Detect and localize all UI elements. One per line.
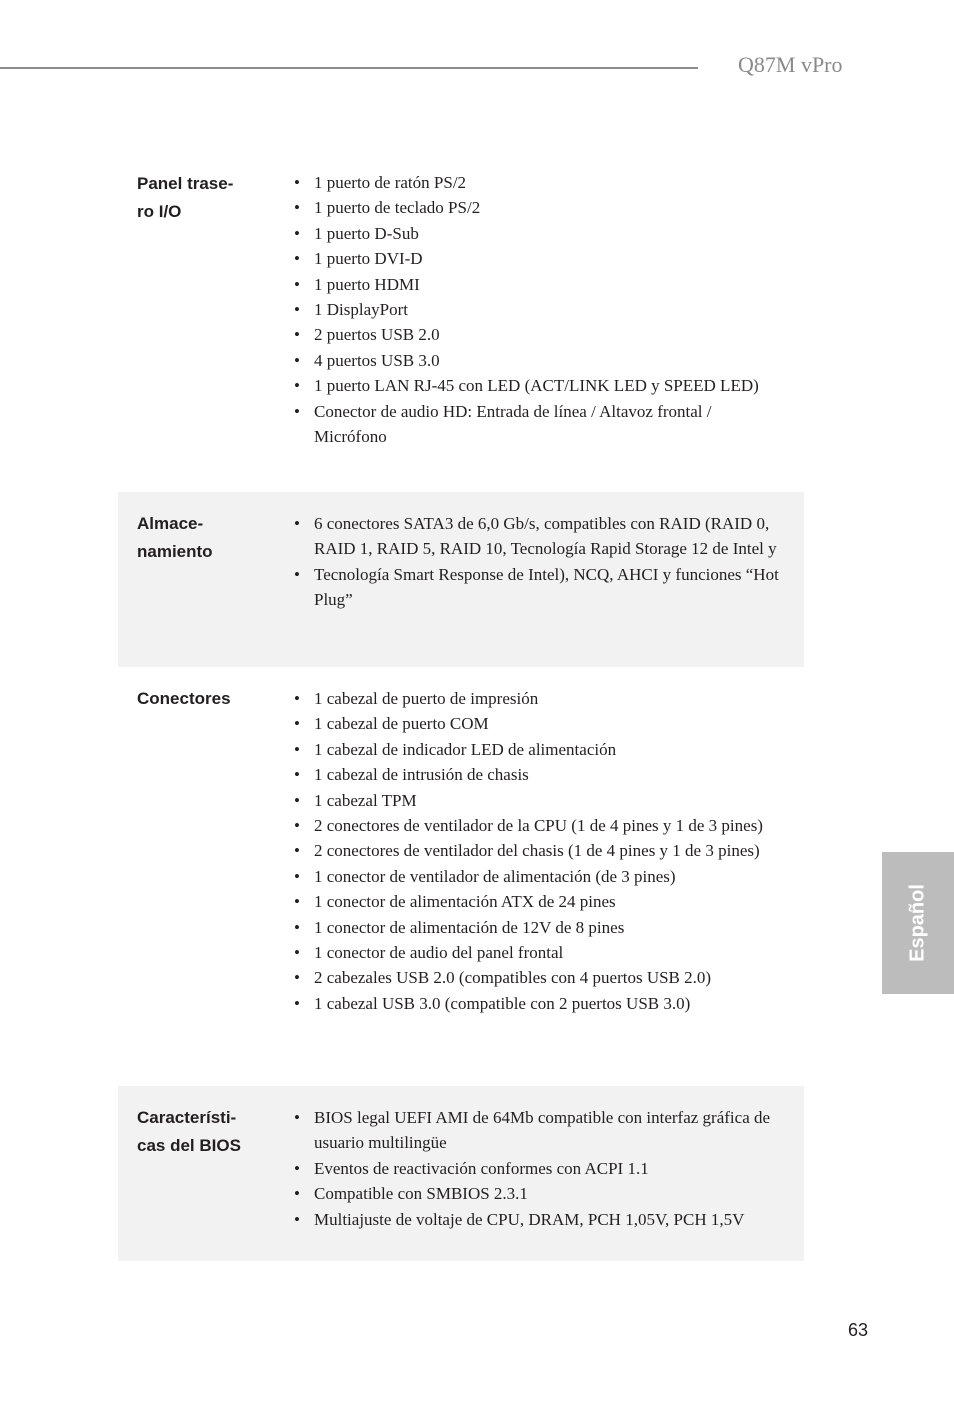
bullet-icon: •	[294, 1209, 300, 1229]
bullet-icon: •	[294, 401, 300, 421]
section-label-line: Conectores	[137, 689, 231, 708]
list-item: • BIOS legal UEFI AMI de 64Mb compatible con interfaz gráfica de usuario multilingüe	[294, 1105, 784, 1156]
bullet-icon: •	[294, 892, 300, 912]
list-item: • 1 DisplayPort	[294, 297, 784, 322]
bullet-icon: •	[294, 300, 300, 320]
list-item: • 1 puerto de ratón PS/2	[294, 170, 784, 195]
model-name: Q87M vPro	[738, 52, 843, 77]
list-item: • 2 conectores de ventilador de la CPU (1 de 4 pines y 1 de 3 pines)	[294, 813, 784, 838]
list-item: • 4 puertos USB 3.0	[294, 348, 784, 373]
bullet-list	[294, 170, 784, 449]
header-rule	[0, 67, 698, 69]
list-item: • 1 cabezal USB 3.0 (compatible con 2 puertos USB 3.0)	[294, 991, 784, 1016]
section-label-line: Característi-	[137, 1108, 237, 1127]
list-item: • 1 conector de alimentación ATX de 24 pines	[294, 889, 784, 914]
bullet-icon: •	[294, 866, 300, 886]
bullet-icon: •	[294, 917, 300, 937]
bullet-icon: •	[294, 514, 300, 533]
bullet-icon: •	[294, 376, 300, 396]
bullet-icon: •	[294, 223, 300, 243]
section-label-line: Almace-	[137, 514, 204, 533]
section-label	[137, 510, 267, 566]
list-item: • Eventos de reactivación conformes con ACPI 1.1	[294, 1156, 784, 1181]
bullet-icon: •	[294, 841, 300, 861]
language-tab-label: Español	[906, 884, 929, 962]
bullet-icon: •	[294, 816, 300, 836]
list-item: • 1 cabezal TPM	[294, 788, 784, 813]
bullet-list	[294, 511, 784, 613]
bullet-icon: •	[294, 274, 300, 294]
list-item: • 1 puerto de teclado PS/2	[294, 195, 784, 220]
list-item: • 6 conectores SATA3 de 6,0 Gb/s, compatibles con RAID (RAID 0, RAID 1, RAID 5, RAID 10, Tecnología Rapid Storage 12 de Intel y	[294, 511, 784, 562]
section-label-line: cas del BIOS	[137, 1136, 241, 1155]
bullet-icon: •	[294, 714, 300, 734]
bullet-icon: •	[294, 739, 300, 759]
section-label-line: namiento	[137, 542, 213, 561]
bullet-icon: •	[294, 968, 300, 988]
section-bios-features	[118, 1086, 804, 1261]
list-item: • 2 cabezales USB 2.0 (compatibles con 4 puertos USB 2.0)	[294, 965, 784, 990]
bullet-icon: •	[294, 564, 300, 584]
list-item: • 1 cabezal de puerto COM	[294, 711, 784, 736]
list-item: • 2 puertos USB 2.0	[294, 322, 784, 347]
bullet-icon: •	[294, 350, 300, 370]
section-label	[137, 170, 267, 226]
bullet-icon: •	[294, 790, 300, 810]
list-item: • Compatible con SMBIOS 2.3.1	[294, 1181, 784, 1206]
list-item: • 1 puerto DVI-D	[294, 246, 784, 271]
bullet-icon: •	[294, 943, 300, 963]
section-label	[137, 1104, 267, 1160]
list-item: • Multiajuste de voltaje de CPU, DRAM, PCH 1,05V, PCH 1,5V	[294, 1207, 784, 1232]
list-item: • Conector de audio HD: Entrada de línea / Altavoz frontal / Micrófono	[294, 399, 784, 450]
bullet-list	[294, 686, 784, 1016]
bullet-icon: •	[294, 173, 300, 192]
list-item: • Tecnología Smart Response de Intel), NCQ, AHCI y funciones “Hot Plug”	[294, 562, 784, 613]
list-item: • 1 conector de audio del panel frontal	[294, 940, 784, 965]
bullet-icon: •	[294, 765, 300, 785]
list-item: • 1 puerto D-Sub	[294, 221, 784, 246]
bullet-icon: •	[294, 1158, 300, 1178]
list-item: • 1 cabezal de intrusión de chasis	[294, 762, 784, 787]
section-rear-panel-io	[118, 160, 804, 470]
section-label	[137, 685, 267, 713]
list-item: • 1 puerto LAN RJ-45 con LED (ACT/LINK LED y SPEED LED)	[294, 373, 784, 398]
bullet-list	[294, 1105, 784, 1232]
section-label-line: ro I/O	[137, 202, 182, 221]
bullet-icon: •	[294, 325, 300, 345]
bullet-icon: •	[294, 1108, 300, 1127]
list-item: • 1 conector de alimentación de 12V de 8 pines	[294, 915, 784, 940]
bullet-icon: •	[294, 993, 300, 1013]
list-item: • 1 conector de ventilador de alimentación (de 3 pines)	[294, 864, 784, 889]
section-storage	[118, 492, 804, 667]
bullet-icon: •	[294, 689, 300, 708]
bullet-icon: •	[294, 249, 300, 269]
bullet-icon: •	[294, 198, 300, 218]
list-item: • 2 conectores de ventilador del chasis (1 de 4 pines y 1 de 3 pines)	[294, 838, 784, 863]
language-tab[interactable]	[882, 852, 954, 994]
bullet-icon: •	[294, 1184, 300, 1204]
section-connectors	[118, 676, 804, 1076]
page-number: 63	[848, 1320, 869, 1340]
list-item: • 1 cabezal de indicador LED de alimentación	[294, 737, 784, 762]
section-label-line: Panel trase-	[137, 174, 234, 193]
list-item: • 1 puerto HDMI	[294, 272, 784, 297]
list-item: • 1 cabezal de puerto de impresión	[294, 686, 784, 711]
